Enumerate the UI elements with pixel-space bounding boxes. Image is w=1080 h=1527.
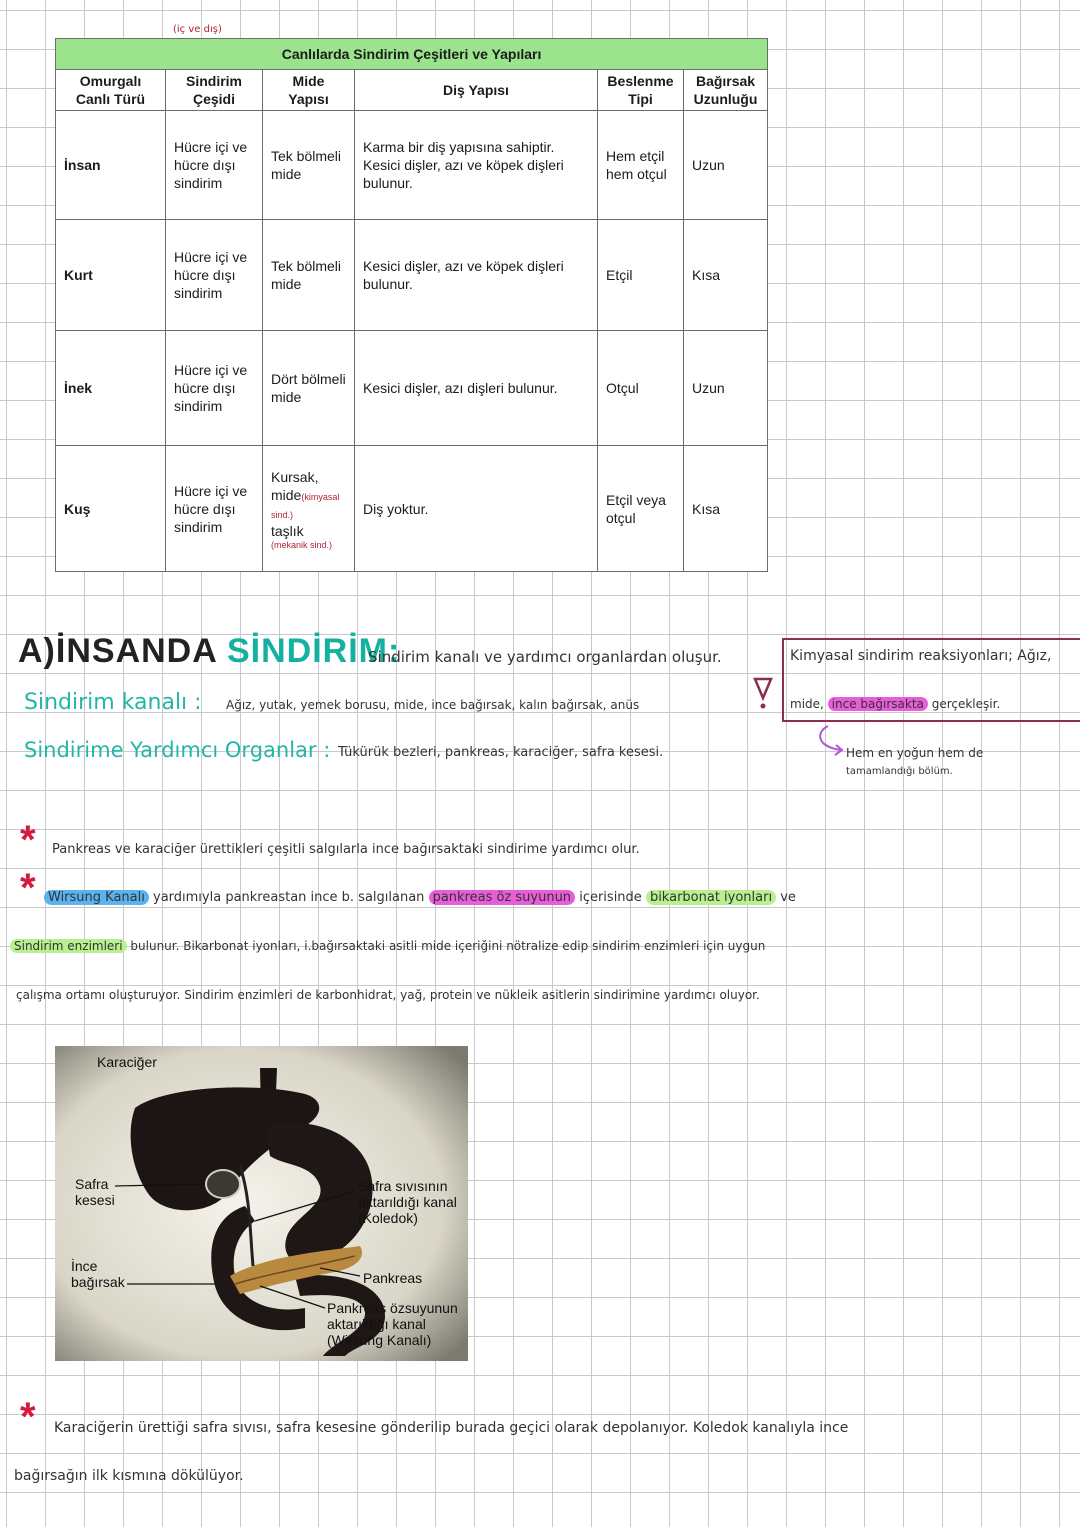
cell-teeth: Kesici dişler, azı ve köpek dişleri bulunur.: [355, 220, 598, 331]
table-row: [56, 331, 768, 446]
box-line1: Kimyasal sindirim reaksiyonları; Ağız,: [790, 648, 1052, 664]
cell-stomach: [263, 446, 355, 572]
label-pancreas: Pankreas: [363, 1270, 423, 1286]
stomach-gizzard: taşlık: [271, 522, 304, 539]
section-letter: A): [18, 632, 56, 670]
cell-diet: Otçul: [598, 331, 684, 446]
cell-digestion: Hücre içi ve hücre dışı sindirim: [166, 111, 263, 220]
label-bile-duct: Safra sıvısının aktarıldığı kanal (Koledok): [358, 1178, 457, 1226]
helper-label: Sindirime Yardımcı Organlar :: [24, 738, 331, 762]
table-row: [56, 446, 768, 572]
cell-digestion: Hücre içi ve hücre dışı sindirim: [166, 331, 263, 446]
header-species: Omurgalı Canlı Türü: [56, 70, 166, 111]
exclamation-icon: [752, 676, 774, 712]
cell-teeth: Kesici dişler, azı dişleri bulunur.: [355, 331, 598, 446]
canal-label: Sindirim kanalı :: [24, 690, 202, 715]
note-1: Pankreas ve karaciğer ürettikleri çeşitli salgılarla ince bağırsaktaki sindirime yardımcı olur.: [52, 842, 640, 857]
cell-animal: İnek: [56, 331, 166, 446]
canal-text: Ağız, yutak, yemek borusu, mide, ince bağırsak, kalın bağırsak, anüs: [226, 698, 640, 712]
bicarbonate-highlight: bikarbonat iyonları: [646, 890, 776, 905]
pancreatic-juice-highlight: pankreas öz suyunun: [429, 890, 576, 905]
box-line2: [790, 697, 1000, 711]
section-intro: Sindirim kanalı ve yardımcı organlardan oluşur.: [368, 648, 722, 666]
box-line2-highlight: ince bağırsakta: [828, 697, 928, 711]
box-line2-c: gerçekleşir.: [931, 697, 1001, 711]
box-line2-a: mide,: [790, 697, 824, 711]
note-2-line2: [10, 939, 765, 953]
note-2-d: içerisinde: [579, 890, 642, 905]
cell-intestine: Uzun: [684, 111, 768, 220]
star-icon: *: [20, 866, 36, 910]
section-title-accent: SİNDİRİM:: [226, 632, 401, 670]
stomach-crop: Kursak,: [271, 468, 319, 485]
note-2-f: ve: [780, 890, 796, 905]
section-title: [18, 632, 400, 671]
cell-intestine: Kısa: [684, 220, 768, 331]
cell-digestion: Hücre içi ve hücre dışı sindirim: [166, 220, 263, 331]
header-intestine: Bağırsak Uzunluğu: [684, 70, 768, 111]
cell-diet: Etçil: [598, 220, 684, 331]
stomach-note-chemical: (kimyasal sind.): [271, 491, 340, 520]
note-3-line1: Karaciğerin ürettiği safra sıvısı, safra kesesine gönderilip burada geçici olarak depolanıyor. Koledok kanalıyla ince: [54, 1420, 849, 1436]
digestion-table: [55, 24, 767, 572]
cell-diet: Etçil veya otçul: [598, 446, 684, 572]
stomach-mide-line: [271, 486, 346, 522]
box-note1: Hem en yoğun hem de: [846, 746, 984, 760]
header-digestion-type: Sindirim Çeşidi: [166, 70, 263, 111]
cell-intestine: Kısa: [684, 446, 768, 572]
helper-text: Tükürük bezleri, pankreas, karaciğer, safra kesesi.: [338, 745, 664, 760]
cell-animal: Kurt: [56, 220, 166, 331]
stomach-mide: mide: [271, 486, 302, 503]
header-stomach: Mide Yapısı: [263, 70, 355, 111]
note-2-b: yardımıyla pankreastan ince b. salgılanan: [153, 890, 425, 905]
star-icon: *: [20, 1395, 36, 1439]
wirsung-highlight: Wirsung Kanalı: [44, 890, 149, 905]
label-gallbladder: Safra kesesi: [75, 1176, 115, 1208]
stomach-note-mechanical: (mekanik sind.): [271, 539, 333, 550]
cell-stomach: Tek bölmeli mide: [263, 220, 355, 331]
header-diet: Beslenme Tipi: [598, 70, 684, 111]
cell-animal: Kuş: [56, 446, 166, 572]
cell-teeth: Karma bir diş yapısına sahiptir. Kesici dişler, azı ve köpek dişleri bulunur.: [355, 111, 598, 220]
cell-digestion: Hücre içi ve hücre dışı sindirim: [166, 446, 263, 572]
label-liver: Karaciğer: [97, 1054, 157, 1070]
header-teeth: Diş Yapısı: [355, 70, 598, 111]
note-2-h: bulunur. Bikarbonat iyonları, i.bağırsaktaki asitli mide içeriğini nötralize edip sindirim enzimleri için uygun: [130, 939, 766, 953]
cell-stomach: Dört bölmeli mide: [263, 331, 355, 446]
table-top-note: (iç ve dış): [173, 24, 222, 35]
enzymes-highlight: Sindirim enzimleri: [10, 939, 127, 953]
cell-teeth: Diş yoktur.: [355, 446, 598, 572]
digestive-organs-figure: [55, 1046, 468, 1361]
note-3-line2: bağırsağın ilk kısmına dökülüyor.: [14, 1468, 244, 1484]
table-caption: Canlılarda Sindirim Çeşitleri ve Yapıları: [56, 39, 768, 70]
table-row: [56, 220, 768, 331]
section-title-main: İNSANDA: [55, 632, 217, 670]
box-note2: tamamlandığı bölüm.: [846, 766, 953, 777]
note-2-line1: [44, 890, 796, 905]
star-icon: *: [20, 818, 36, 862]
label-pancreatic-duct: Pankreas özsuyunun aktarıldığı kanal (Wirsung Kanalı): [327, 1300, 458, 1348]
table-row: [56, 111, 768, 220]
label-small-intestine: İnce bağırsak: [71, 1258, 125, 1290]
cell-stomach: Tek bölmeli mide: [263, 111, 355, 220]
cell-diet: Hem etçil hem otçul: [598, 111, 684, 220]
note-2-line3: çalışma ortamı oluşturuyor. Sindirim enzimleri de karbonhidrat, yağ, protein ve nükleik asitlerin sindirimine yardımcı oluyor.: [16, 988, 760, 1002]
cell-intestine: Uzun: [684, 331, 768, 446]
cell-animal: İnsan: [56, 111, 166, 220]
